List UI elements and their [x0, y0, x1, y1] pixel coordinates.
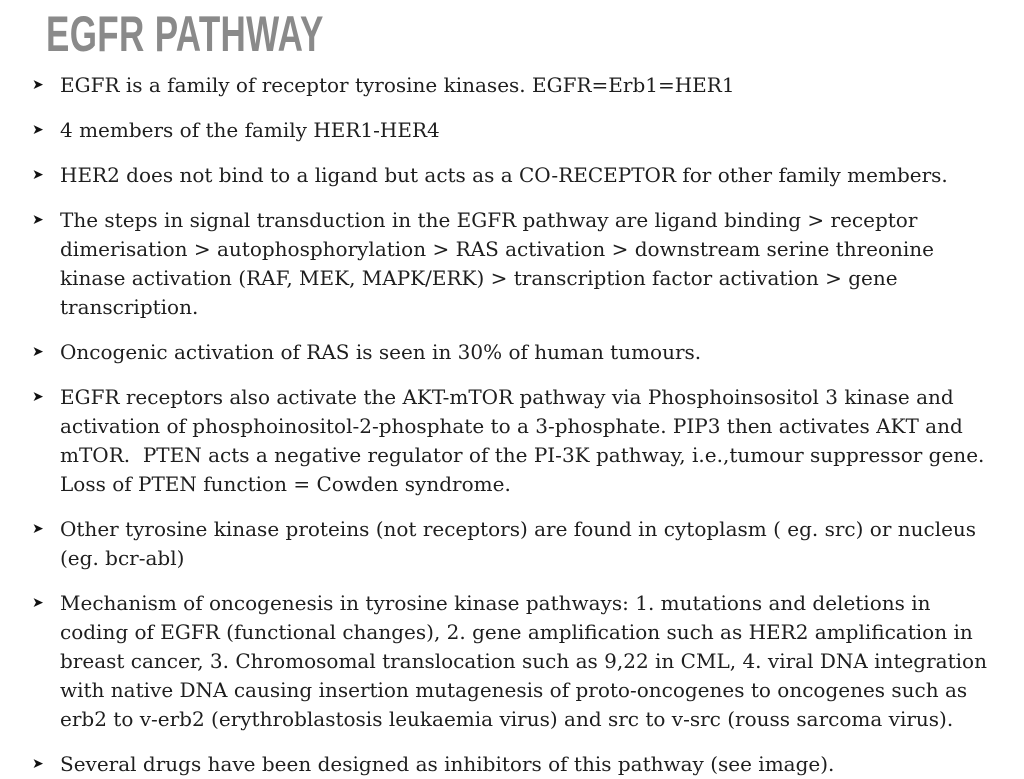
bullet-text: EGFR receptors also activate the AKT-mTOR pathway via Phosphoinsositol 3 kinase and activation of phosphoinositol-2-phosphate to a 3-phosphate. PIP3 then activates AKT and mTOR. PTEN acts a negative regulator of the PI-3K pathway, i.e.,tumour suppressor gene. Loss of PTEN function = Cowden syndrome.: [60, 384, 991, 496]
bullet-list: [32, 71, 996, 779]
bullet-arrow-icon: ➤: [32, 520, 44, 537]
bullet-arrow-icon: ➤: [32, 76, 44, 93]
bullet-item: [32, 750, 996, 779]
bullet-text: Several drugs have been designed as inhibitors of this pathway (see image).: [60, 751, 835, 776]
bullet-text: Mechanism of oncogenesis in tyrosine kinase pathways: 1. mutations and deletions in coding of EGFR (functional changes), 2. gene amplification such as HER2 amplification in breast cancer, 3. Chromosomal translocation such as 9,22 in CML, 4. viral DNA integration with native DNA causing insertion mutagenesis of proto-oncogenes to oncogenes such as erb2 to v-erb2 (erythroblastosis leukaemia virus) and src to v-src (rouss sarcoma virus).: [60, 590, 994, 731]
bullet-text: Oncogenic activation of RAS is seen in 30% of human tumours.: [60, 339, 702, 364]
bullet-item: [32, 71, 996, 100]
bullet-arrow-icon: ➤: [32, 388, 44, 405]
bullet-text: EGFR is a family of receptor tyrosine kinases. EGFR=Erb1=HER1: [60, 72, 735, 97]
bullet-arrow-icon: ➤: [32, 343, 44, 360]
bullet-item: [32, 589, 996, 734]
bullet-item: [32, 116, 996, 145]
bullet-arrow-icon: ➤: [32, 121, 44, 138]
bullet-item: [32, 338, 996, 367]
bullet-arrow-icon: ➤: [32, 755, 44, 772]
bullet-text: 4 members of the family HER1-HER4: [60, 117, 440, 142]
bullet-text: HER2 does not bind to a ligand but acts as a CO-RECEPTOR for other family members.: [60, 162, 948, 187]
bullet-item: [32, 383, 996, 499]
bullet-text: The steps in signal transduction in the EGFR pathway are ligand binding > receptor dimerisation > autophosphorylation > RAS activation > downstream serine threonine kinase activation (RAF, MEK, MAPK/ERK) > transcription factor activation > gene transcription.: [60, 207, 941, 319]
bullet-arrow-icon: ➤: [32, 594, 44, 611]
bullet-item: [32, 206, 996, 322]
bullet-text: Other tyrosine kinase proteins (not receptors) are found in cytoplasm ( eg. src) or nucleus (eg. bcr-abl): [60, 516, 983, 570]
bullet-arrow-icon: ➤: [32, 211, 44, 228]
bullet-item: [32, 515, 996, 573]
bullet-arrow-icon: ➤: [32, 166, 44, 183]
page-title: EGFR PATHWAY: [46, 6, 324, 62]
bullet-item: [32, 161, 996, 190]
